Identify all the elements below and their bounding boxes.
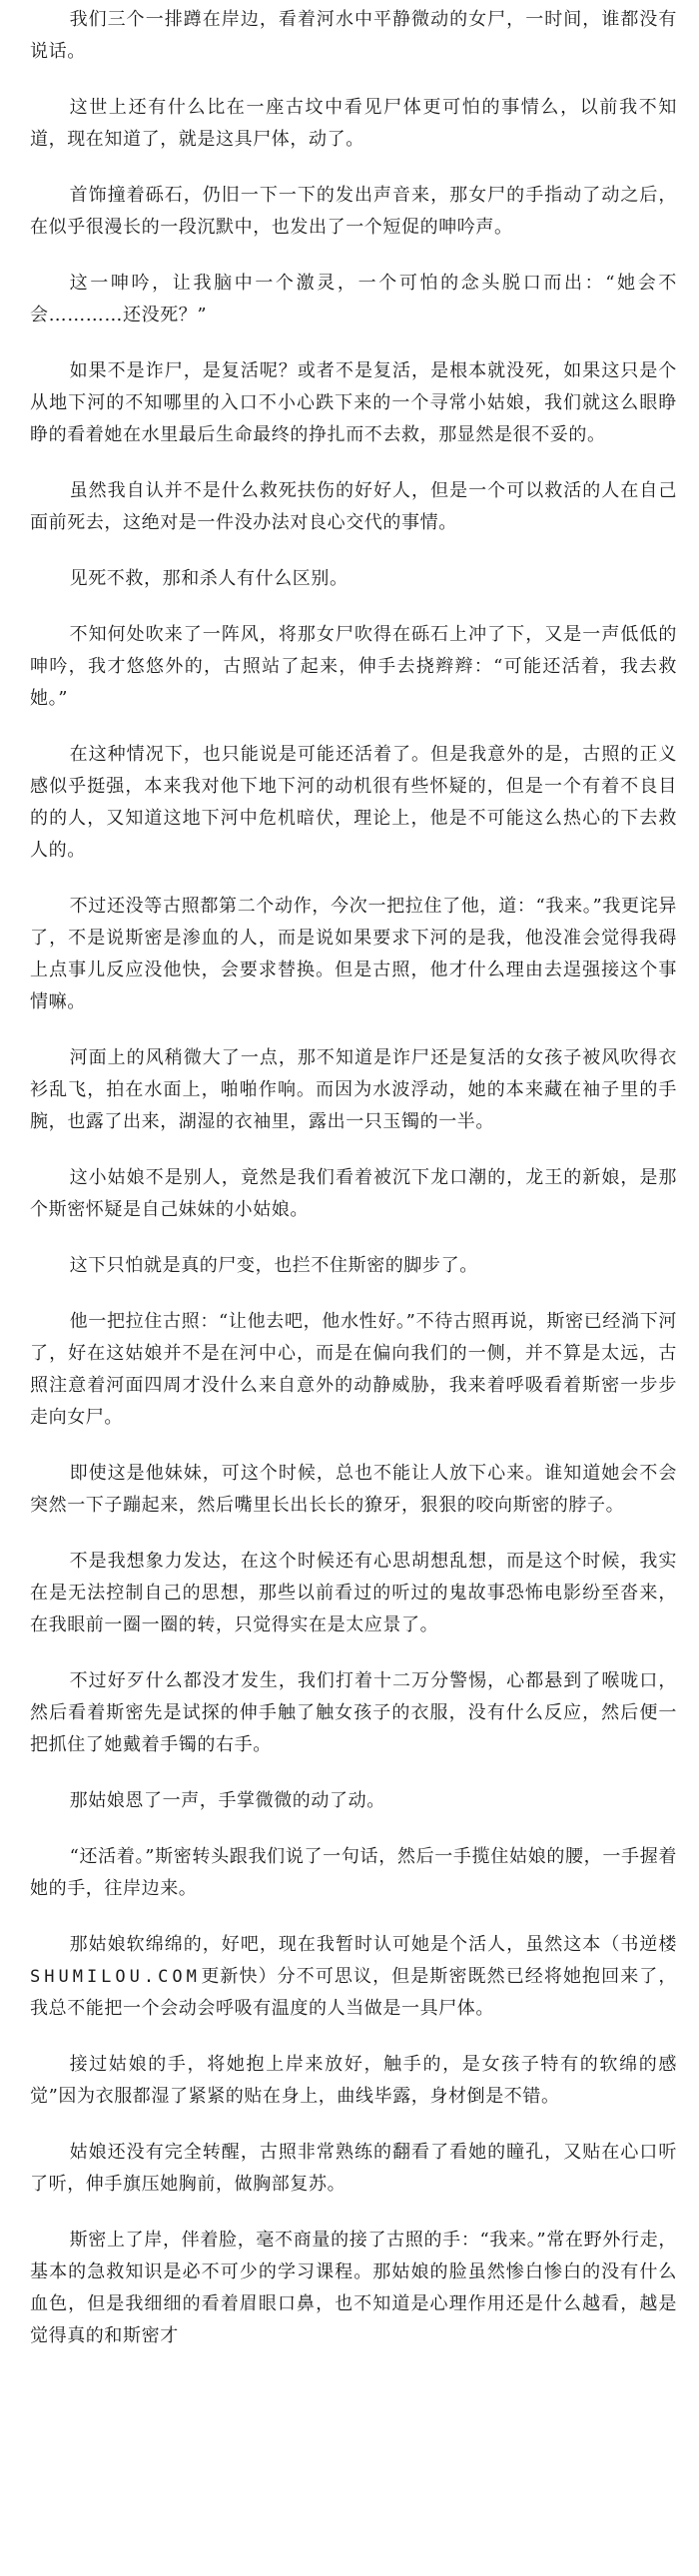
paragraph: 不知何处吹来了一阵风，将那女尸吹得在砾石上冲了下，又是一声低低的呻吟，我才悠悠外的，古照站了起来，伸手去挠辫辫：“可能还活着，我去救她。”	[30, 624, 677, 709]
paragraph: 虽然我自认并不是什么救死扶伤的好好人，但是一个可以救活的人在自己面前死去，这绝对是一件没办法对良心交代的事情。	[30, 480, 677, 533]
paragraph: 他一把拉住古照：“让他去吧，他水性好。”不待古照再说，斯密已经淌下河了，好在这姑娘并不是在河中心，而是在偏向我们的一侧，并不算是太远，古照注意着河面四周才没什么来自意外的动静威胁，我来着呼吸看着斯密一步步走向女尸。	[30, 1311, 677, 1428]
paragraph-text-end: 更新快）分不可思议，但是斯密既然已经将她抱回来了，我总不能把一个会动会呼吸有温度的人当做是一具尸体。	[30, 1966, 677, 2019]
paragraph: 这小姑娘不是别人，竟然是我们看着被沉下龙口潮的，龙王的新娘，是那个斯密怀疑是自己妹妹的小姑娘。	[30, 1167, 677, 1220]
paragraph: 斯密上了岸，伴着脸，毫不商量的接了古照的手：“我来。”常在野外行走，基本的急救知识是必不可少的学习课程。那姑娘的脸虽然惨白惨白的没有什么血色，但是我细细的看着眉眼口鼻，也不知道是心理作用还是什么越看，越是觉得真的和斯密才	[30, 2230, 677, 2346]
paragraph-text-start: 那姑娘软绵绵的，好吧，现在我暂时认可她是个活人，虽然这本（书逆楼	[69, 1934, 677, 1955]
paragraph: 如果不是诈尸，是复活呢？或者不是复活，是根本就没死，如果这只是个从地下河的不知哪里的入口不小心跌下来的一个寻常小姑娘，我们就这么眼睁睁的看着她在水里最后生命最终的挣扎而不去救，那显然是很不妥的。	[30, 360, 677, 445]
paragraph: 在这种情况下，也只能说是可能还活着了。但是我意外的是，古照的正义感似乎挺强，本来我对他下地下河的动机很有些怀疑的，但是一个有着不良目的的人，又知道这地下河中危机暗伏，理论上，他是不可能这么热心的下去救人的。	[30, 744, 677, 861]
paragraph: 河面上的风稍微大了一点，那不知道是诈尸还是复活的女孩子被风吹得衣衫乱飞，拍在水面上，啪啪作响。而因为水波浮动，她的本来藏在袖子里的手腕，也露了出来，湖湿的衣袖里，露出一只玉镯的一半。	[30, 1047, 677, 1132]
paragraph: 不过好歹什么都没才发生，我们打着十二万分警惕，心都悬到了喉咙口，然后看着斯密先是试探的伸手触了触女孩子的衣服，没有什么反应，然后便一把抓住了她戴着手镯的右手。	[30, 1670, 677, 1755]
paragraph: “还活着。”斯密转头跟我们说了一句话，然后一手揽住姑娘的腰，一手握着她的手，往岸边来。	[30, 1846, 677, 1899]
paragraph: 这下只怕就是真的尸变，也拦不住斯密的脚步了。	[69, 1255, 478, 1276]
paragraph: 接过姑娘的手，将她抱上岸来放好，触手的，是女孩子特有的软绵的感觉”因为衣服都湿了紧紧的贴在身上，曲线毕露，身材倒是不错。	[30, 2054, 677, 2107]
paragraph: 姑娘还没有完全转醒，古照非常熟练的翻看了看她的瞳孔，又贴在心口听了听，伸手旗压她胸前，做胸部复苏。	[30, 2142, 677, 2195]
paragraph: 不过还没等古照都第二个动作，今次一把拉住了他，道：“我来。”我更诧异了，不是说斯密是渗血的人，而是说如果要求下河的是我，他没准会觉得我碍上点事儿反应没他快，会要求替换。但是古照，他才什么理由去逞强接这个事情嘛。	[30, 896, 677, 1012]
paragraph: 见死不救，那和杀人有什么区别。	[69, 568, 349, 589]
paragraph: 这世上还有什么比在一座古坟中看见尸体更可怕的事情么，以前我不知道，现在知道了，就是这具尸体，动了。	[30, 97, 677, 150]
paragraph: 即使这是他妹妹，可这个时候，总也不能让人放下心来。谁知道她会不会突然一下子蹦起来，然后嘴里长出长长的獠牙，狠狠的咬向斯密的脖子。	[30, 1463, 677, 1516]
paragraph: 那姑娘恩了一声，手掌微微的动了动。	[69, 1790, 385, 1811]
site-watermark: SHUMILOU.COM	[30, 1967, 201, 1987]
paragraph: 这一呻吟，让我脑中一个激灵，一个可怕的念头脱口而出：“她会不会…………还没死？”	[30, 273, 677, 325]
paragraph: 首饰撞着砾石，仍旧一下一下的发出声音来，那女尸的手指动了动之后，在似乎很漫长的一段沉默中，也发出了一个短促的呻吟声。	[30, 185, 677, 238]
paragraph: 我们三个一排蹲在岸边，看着河水中平静微动的女尸，一时间，谁都没有说话。	[30, 9, 677, 62]
paragraph-with-watermark	[30, 1929, 677, 2025]
paragraph: 不是我想象力发达，在这个时候还有心思胡想乱想，而是这个时候，我实在是无法控制自己的思想，那些以前看过的听过的鬼故事恐怖电影纷至沓来，在我眼前一圈一圈的转，只觉得实在是太应景了。	[30, 1551, 677, 1635]
